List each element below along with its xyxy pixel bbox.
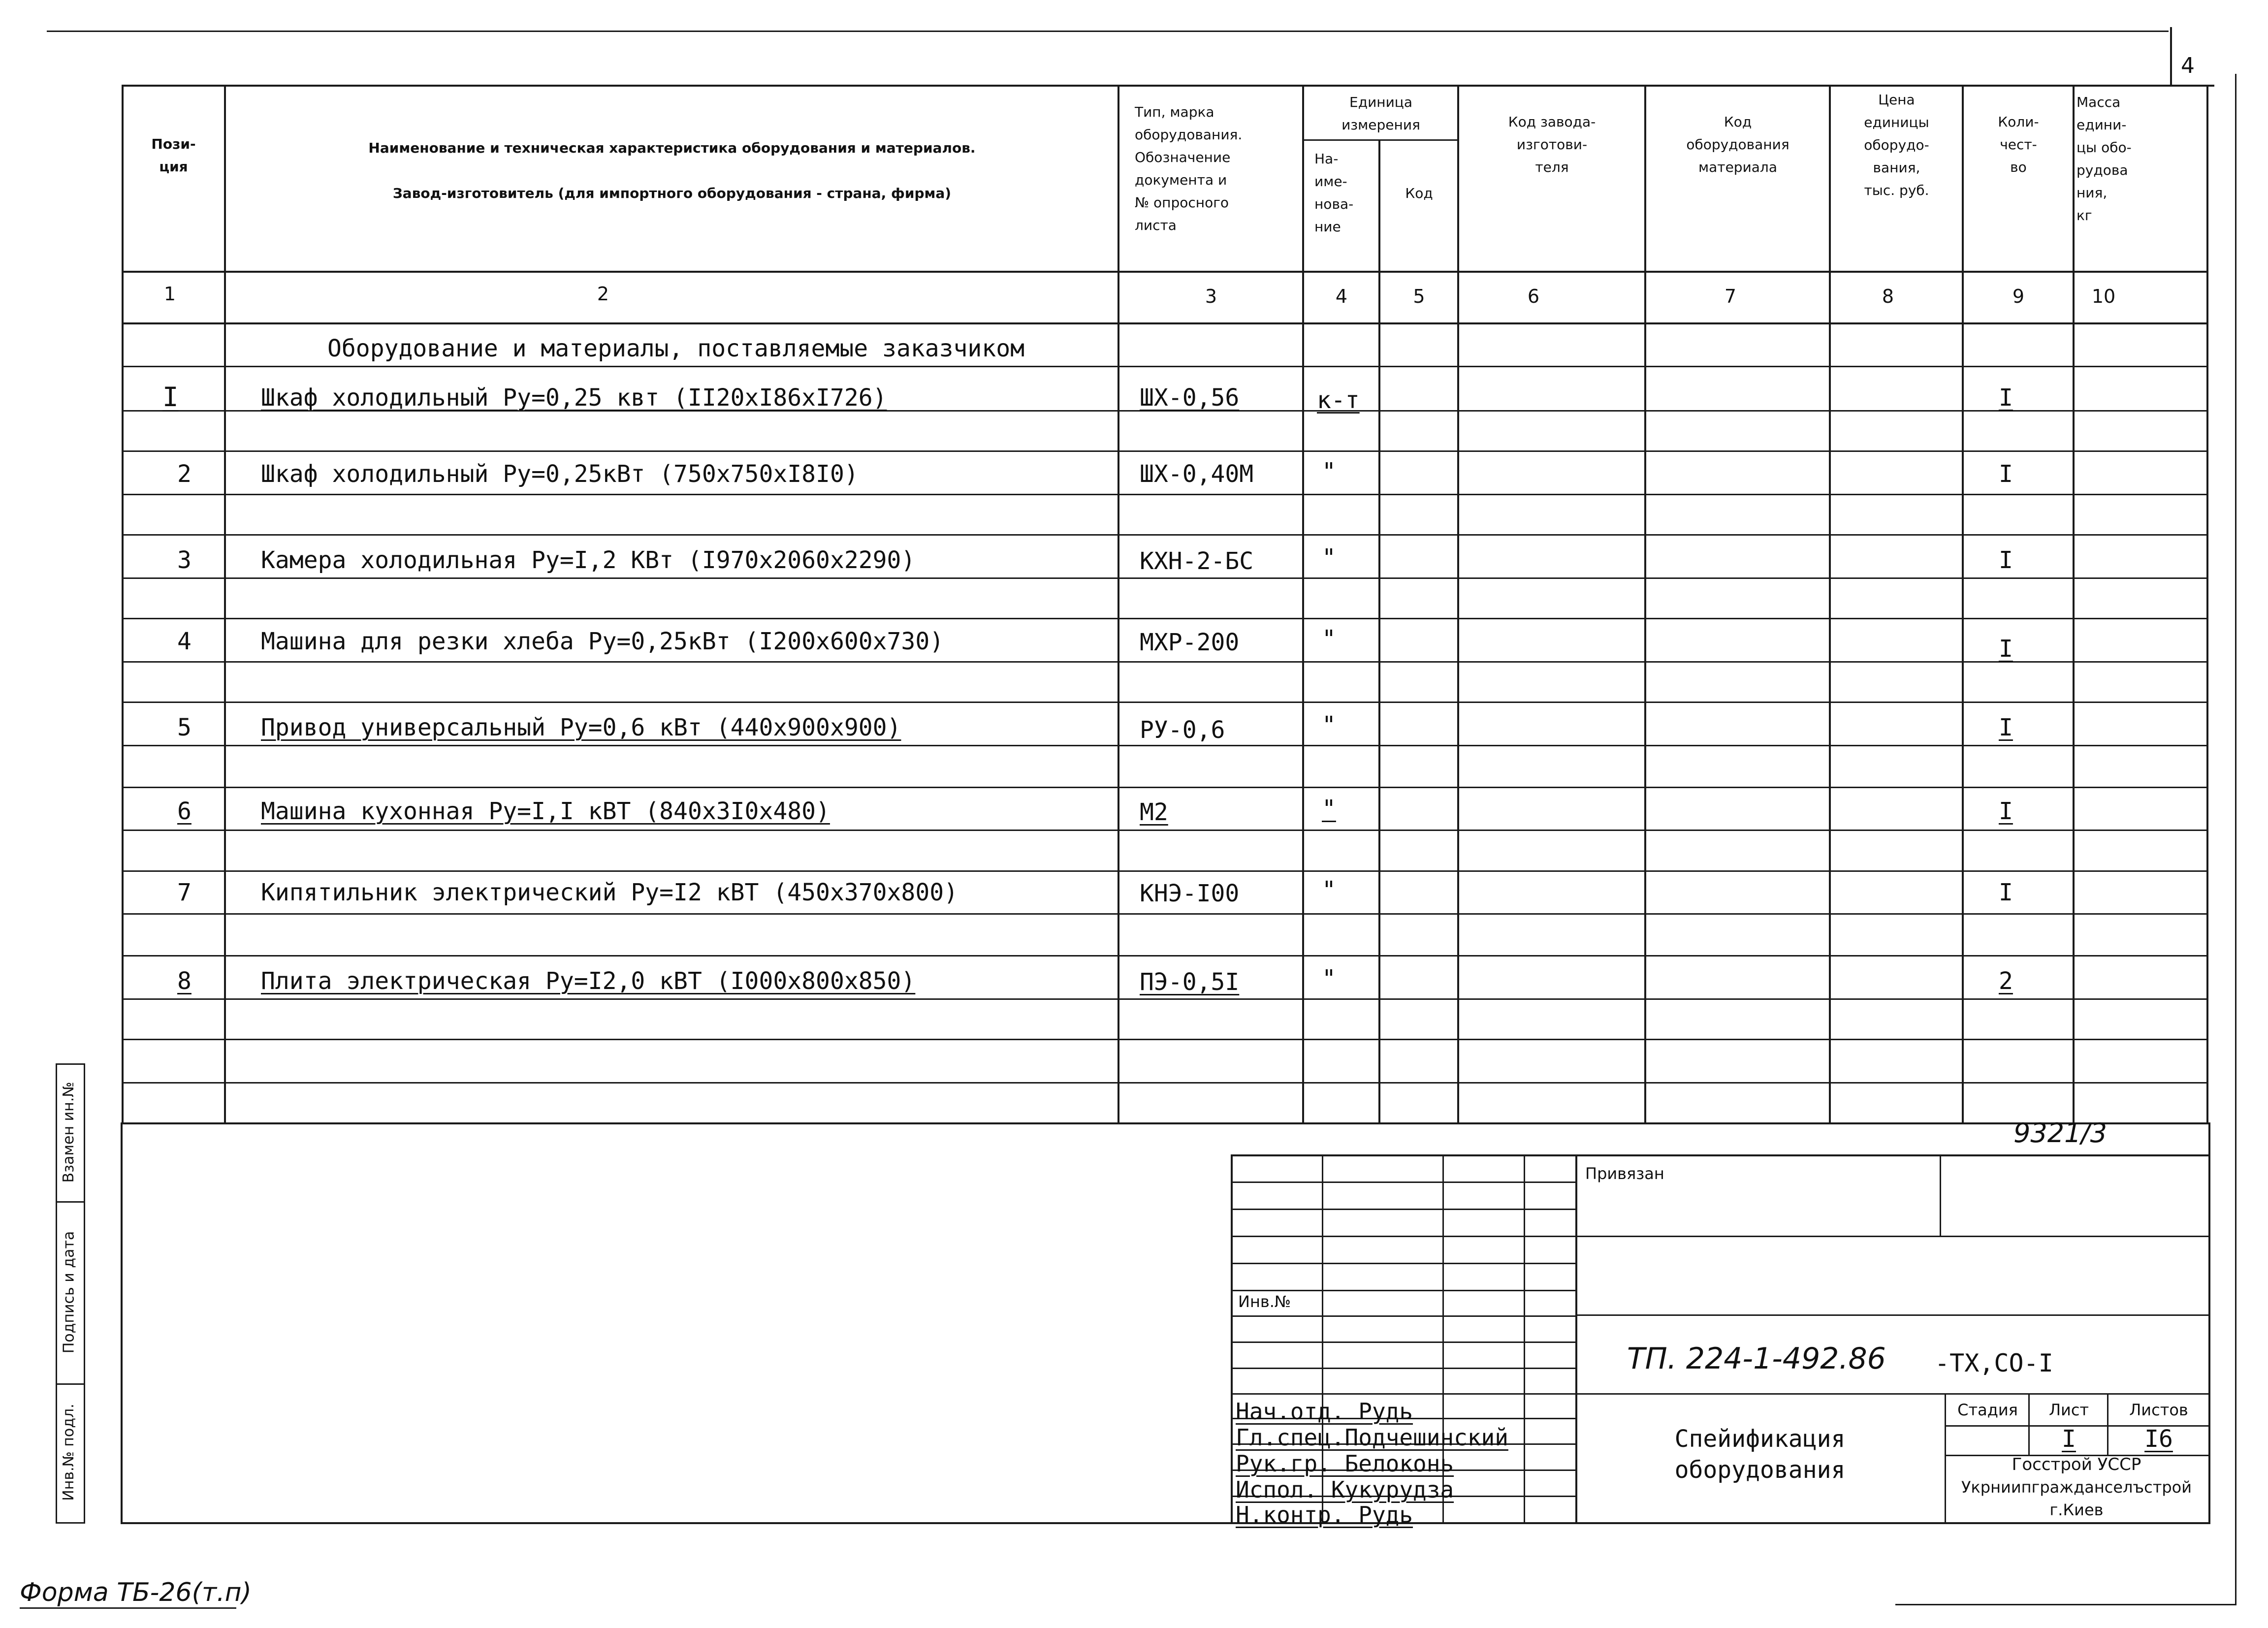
header-quantity: Коли- чест- во [1998,114,2039,175]
row-quantity: I [1999,460,2013,488]
row-unit: " [1322,544,1336,572]
row-quantity: 2 [1999,967,2013,995]
row-name: Плита электрическая Ру=I2,0 кВТ (I000х800х850) [261,967,916,995]
row-type: КХН-2-БС [1140,547,1254,575]
row-position: I [162,382,179,413]
row-position: 2 [177,460,192,488]
row-name: Шкаф холодильный Ру=0,25 квт (II20хI86хI726) [261,384,887,412]
col-number-2: 2 [597,283,609,305]
row-unit: " [1322,711,1336,739]
header-mass: Масса едини- цы обо- рудова ния, кг [2076,94,2132,223]
side-label-signature-date: Подпись и дата [60,1231,78,1354]
header-unit: Единица измерения [1342,94,1420,133]
row-position: 7 [177,879,192,906]
row-type: КНЭ-I00 [1140,880,1240,907]
row-quantity: I [1999,546,2013,574]
row-unit: к-т [1317,386,1360,414]
row-unit: " [1322,876,1336,904]
header-plant-code: Код завода- изготови- теля [1508,114,1596,175]
organization-line2: Укрниипгражданселъстрой [1961,1478,2192,1497]
row-name: Привод универсальный Ру=0,6 кВт (440х900х900) [261,714,901,741]
header-unit-name: На- име- нова- ние [1314,151,1354,235]
sheet-label: Лист [2048,1401,2089,1419]
col-number-3: 3 [1205,286,1217,307]
sheets-value: I6 [2144,1425,2173,1453]
row-unit: " [1322,965,1336,992]
row-quantity: I [1999,635,2013,663]
row-position: 3 [177,546,192,574]
signer-head-dept: Нач.отд. Рудь [1236,1398,1413,1425]
privyazan-label: Привязан [1585,1164,1664,1183]
col-number-4: 4 [1335,286,1348,307]
row-quantity: I [1999,879,2013,906]
header-type: Тип, марка оборудования. Обозначение документа и № опросного листа [1135,104,1243,233]
col-number-1: 1 [163,283,176,305]
handwritten-number: 9321/3 [2013,1117,2107,1149]
side-label-inventory: Инв.№ подл. [60,1404,77,1501]
col-number-5: 5 [1413,286,1425,307]
document-suffix: -ТХ,СО-I [1935,1349,2053,1377]
header-unit-code: Код [1405,185,1433,201]
organization-line3: г.Киев [2049,1500,2104,1519]
col-number-8: 8 [1882,286,1894,307]
row-type: ШХ-0,56 [1140,384,1240,412]
row-type: ШХ-0,40М [1140,460,1254,488]
row-position: 8 [177,967,192,995]
side-label-replacement: Взамен ин.№ [60,1082,77,1183]
col-number-9: 9 [2012,286,2025,307]
row-name: Машина для резки хлеба Ру=0,25кВт (I200х600х730) [261,628,944,655]
signer-norm-control: Н.контр. Рудь [1236,1501,1413,1528]
document-title-line2: оборудования [1674,1456,1846,1484]
row-name: Шкаф холодильный Ру=0,25кВт (750х750хI8I0) [261,460,859,488]
form-mark: Форма ТБ-26(т.п) [20,1578,252,1607]
header-price: Цена единицы оборудо- вания, тыс. руб. [1864,92,1929,198]
document-title-line1: Спейификация [1674,1425,1846,1453]
row-quantity: I [1999,714,2013,741]
header-name-line2: Завод-изготовитель (для импортного оборудования - страна, фирма) [392,185,952,201]
row-type: РУ-0,6 [1140,716,1225,744]
col-number-6: 6 [1527,286,1540,307]
row-name: Кипятильник электрический Ру=I2 кВТ (450х370х800) [261,879,958,906]
row-position: 5 [177,714,192,741]
row-name: Камера холодильная Ру=I,2 КВт (I970х2060х2290) [261,546,916,574]
inventory-label: Инв.№ [1238,1292,1291,1311]
row-type: М2 [1140,798,1168,826]
row-type: ПЭ-0,5I [1140,968,1240,996]
signer-chief-specialist: Гл.спец.Подчешинский [1236,1424,1508,1451]
row-position: 6 [177,798,192,825]
section-title: Оборудование и материалы, поставляемые заказчиком [327,335,1025,362]
header-position: Пози- ция [151,136,196,175]
sheet-number: 4 [2181,53,2195,78]
row-unit: " [1322,625,1336,653]
col-number-7: 7 [1724,286,1737,307]
organization-line1: Госстрой УССР [2012,1455,2141,1474]
row-unit: " [1322,458,1336,485]
row-quantity: I [1999,798,2013,825]
col-number-10: 10 [2091,286,2116,307]
signer-group-head: Рук.гр. Белоконь [1236,1450,1454,1477]
header-name-line1: Наименование и техническая характеристика оборудования и материалов. [368,140,976,156]
row-name: Машина кухонная Ру=I,I кВТ (840х3I0х480) [261,798,830,825]
sheet-value: I [2062,1425,2076,1453]
stage-label: Стадия [1957,1401,2018,1419]
signer-executor: Испол. Кукурудза [1236,1476,1454,1503]
row-quantity: I [1999,384,2013,412]
sheets-label: Листов [2129,1401,2188,1419]
document-code: ТП. 224-1-492.86 [1627,1341,1886,1376]
row-position: 4 [177,628,192,655]
header-equipment-code: Код оборудования материала [1686,114,1789,175]
row-type: МХР-200 [1140,629,1240,656]
row-unit: " [1322,795,1336,823]
